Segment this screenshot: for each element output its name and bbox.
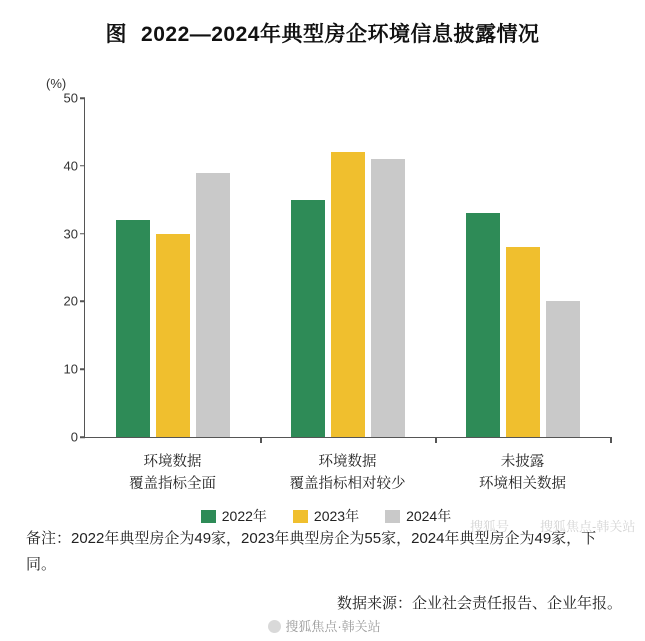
legend-item-2024年[interactable] xyxy=(385,506,451,526)
brand-dot-icon xyxy=(268,620,281,633)
bar-group-bars xyxy=(260,98,435,437)
bar-group xyxy=(260,98,435,493)
y-axis-tick-label: 50 xyxy=(63,90,78,106)
footer-brand-text: 搜狐焦点·韩关站 xyxy=(285,619,381,634)
legend-item-2023年[interactable] xyxy=(293,506,359,526)
x-axis-tick-mark xyxy=(610,437,612,443)
x-axis-category-label: 环境数据 覆盖指标全面 xyxy=(129,454,216,493)
plot-area xyxy=(63,90,610,493)
legend-swatch-icon xyxy=(293,510,308,523)
chart-legend xyxy=(26,506,626,526)
watermark-account: 搜狐号 xyxy=(470,519,510,534)
watermark-site: 搜狐焦点-韩关站 xyxy=(540,519,636,534)
bar-group-bars xyxy=(85,98,260,437)
bar-2024年 xyxy=(371,159,405,437)
y-axis-tick-label: 40 xyxy=(63,158,78,174)
y-axis-tick-label: 10 xyxy=(63,361,78,377)
legend-label: 2024年 xyxy=(406,508,452,524)
source-text: 数据来源：企业社会责任报告、企业年报。 xyxy=(336,595,622,612)
remark-text: 备注：2022年典型房企为49家，2023年典型房企为55家，2024年典型房企为49家，下同。 xyxy=(26,530,597,574)
bar-group xyxy=(435,98,610,493)
bar-2023年 xyxy=(156,234,190,437)
footer-brand xyxy=(0,616,645,635)
page-title xyxy=(0,18,645,48)
bar-2022年 xyxy=(291,200,325,437)
legend-label: 2023年 xyxy=(313,508,360,524)
bar-2024年 xyxy=(196,173,230,437)
bar-2024年 xyxy=(546,301,580,437)
legend-swatch-icon xyxy=(201,510,216,523)
y-axis-tick-label: 30 xyxy=(63,226,78,242)
x-axis-tick-mark xyxy=(435,437,437,443)
legend-item-2022年[interactable] xyxy=(201,506,267,526)
bar-group xyxy=(85,98,260,493)
x-axis-category-label: 环境数据 覆盖指标相对较少 xyxy=(289,454,406,493)
title-text: 2022—2024年典型房企环境信息披露情况 xyxy=(141,23,540,46)
bar-2023年 xyxy=(331,152,365,437)
y-axis-tick-label: 0 xyxy=(70,429,78,445)
bar-2023年 xyxy=(506,247,540,437)
x-axis-tick-mark xyxy=(260,437,262,443)
legend-swatch-icon xyxy=(385,510,400,523)
x-axis-category-label: 未披露 环境相关数据 xyxy=(479,454,566,493)
figure-label: 图 xyxy=(105,23,128,46)
legend-label: 2022年 xyxy=(221,508,267,524)
y-axis-unit: (%) xyxy=(46,76,67,91)
y-axis-tick-label: 20 xyxy=(63,293,78,309)
bar-2022年 xyxy=(466,213,500,437)
bar-2022年 xyxy=(116,220,150,437)
bar-group-bars xyxy=(435,98,610,437)
chart-container xyxy=(26,74,626,524)
